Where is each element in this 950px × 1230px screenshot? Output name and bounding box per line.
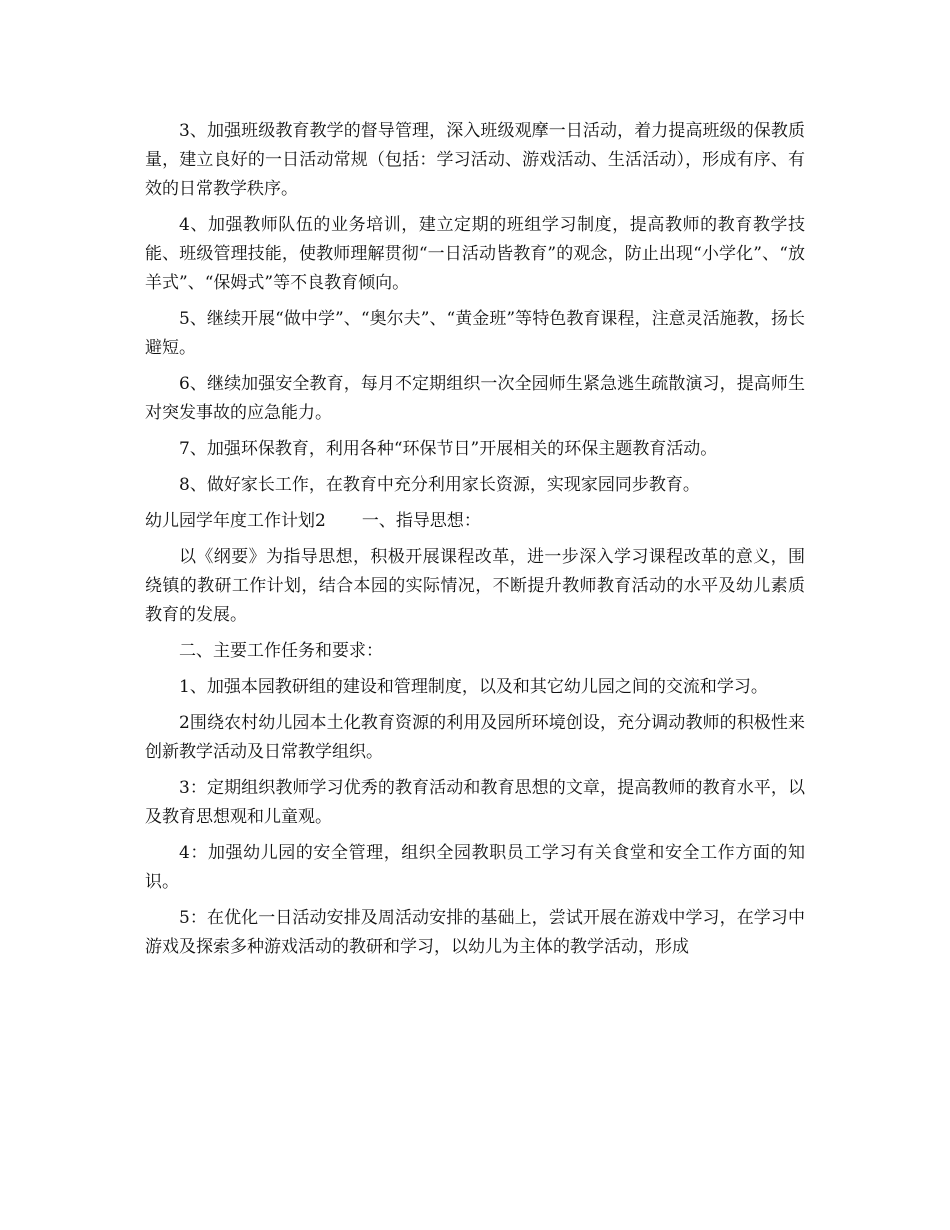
task-item-3: 3：定期组织教师学习优秀的教育活动和教育思想的文章，提高教师的教育水平，以及教育思想观和儿童观。 [145,778,805,827]
task-item-2: 2围绕农村幼儿园本土化教育资源的利用及园所环境创设，充分调动教师的积极性来创新教学活动及日常教学组织。 [145,713,805,762]
section-title-line [145,507,805,536]
section-heading-guiding: 一、指导思想： [361,511,481,531]
task-item-1: 1、加强本园教研组的建设和管理制度，以及和其它幼儿园之间的交流和学习。 [179,677,768,697]
paragraph-item-6: 6、继续加强安全教育，每月不定期组织一次全园师生紧急逃生疏散演习，提高师生对突发事故的应急能力。 [145,374,805,423]
paragraph-item-8: 8、做好家长工作，在教育中充分利用家长资源，实现家园同步教育。 [179,475,700,495]
task-item-5: 5：在优化一日活动安排及周活动安排的基础上，尝试开展在游戏中学习，在学习中游戏及探索多种游戏活动的教研和学习，以幼儿为主体的教学活动，形成 [145,908,805,957]
task-item-4: 4：加强幼儿园的安全管理，组织全园教职员工学习有关食堂和安全工作方面的知识。 [145,843,805,892]
section-heading-tasks: 二、主要工作任务和要求： [179,641,383,661]
section-title: 幼儿园学年度工作计划2 [145,511,326,531]
document-body [145,117,805,969]
paragraph-item-3: 3、加强班级教育教学的督导管理，深入班级观摩一日活动，着力提高班级的保教质量，建立良好的一日活动常规（包括：学习活动、游戏活动、生活活动），形成有序、有效的日常教学秩序。 [145,121,805,199]
paragraph-guiding-thought: 以《纲要》为指导思想，积极开展课程改革，进一步深入学习课程改革的意义，围绕镇的教研工作计划，结合本园的实际情况，不断提升教师教育活动的水平及幼儿素质教育的发展。 [145,547,805,625]
paragraph-item-7: 7、加强环保教育，利用各种“环保节日”开展相关的环保主题教育活动。 [179,439,718,459]
paragraph-item-4: 4、加强教师队伍的业务培训，建立定期的班组学习制度，提高教师的教育教学技能、班级管理技能，使教师理解贯彻“一日活动皆教育”的观念，防止出现“小学化”、“放羊式”、“保姆式”等不良教育倾向。 [145,215,805,293]
paragraph-item-5: 5、继续开展“做中学”、“奥尔夫”、“黄金班”等特色教育课程，注意灵活施教，扬长避短。 [145,309,805,358]
